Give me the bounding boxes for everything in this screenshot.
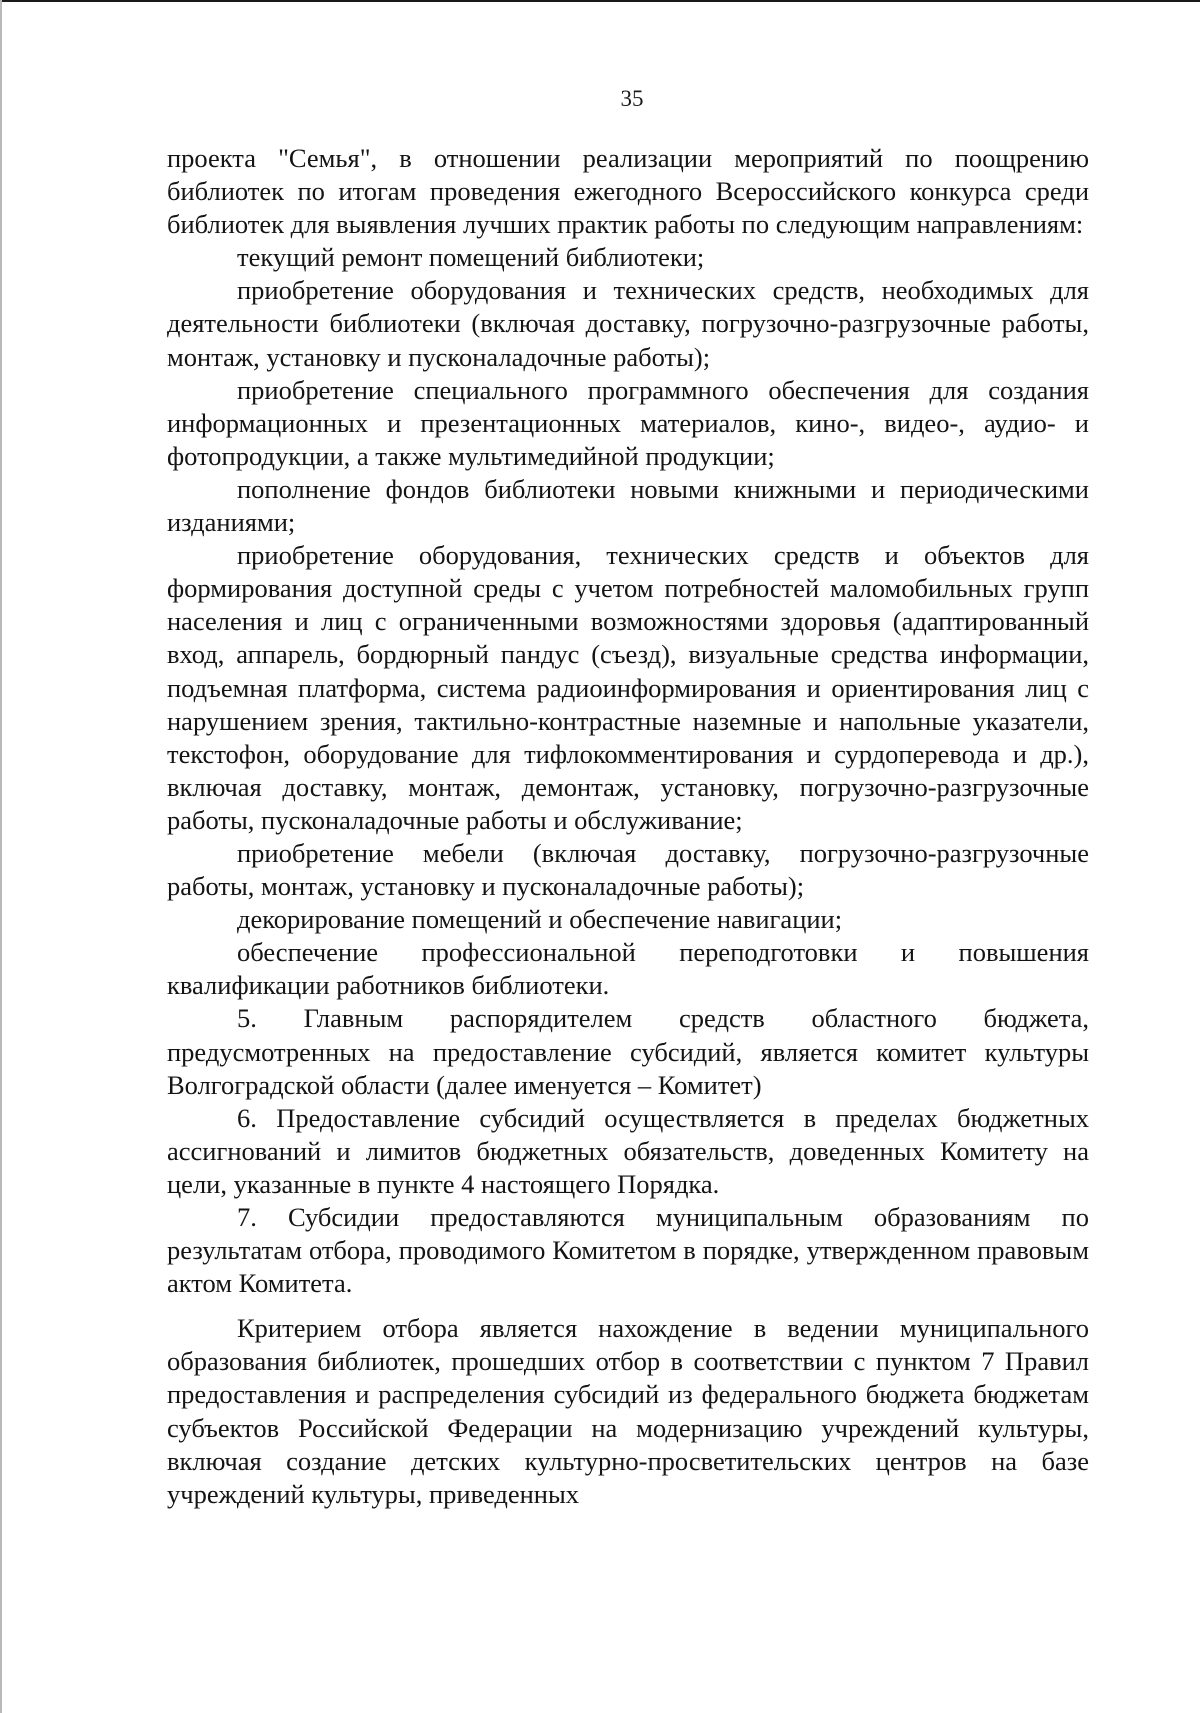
- list-item-equipment: приобретение оборудования и технических средств, необходимых для деятельности библиотеки (включая доставку, погрузочно-разгрузочные работы, монтаж, установку и пусконаладочные работы);: [167, 275, 1089, 372]
- clause-6: 6. Предоставление субсидий осуществляется в пределах бюджетных ассигнований и лимитов бюджетных обязательств, доведенных Комитету на цели, указанные в пункте 4 настоящего Порядка.: [167, 1102, 1089, 1199]
- list-item-decoration: декорирование помещений и обеспечение навигации;: [237, 904, 843, 935]
- list-item-accessibility: приобретение оборудования, технических средств и объектов для формирования доступной среды с учетом потребностей маломобильных групп населения и лиц с ограниченными возможностями здоровья (адаптированный вход, аппарель, бордюрный пандус (съезд), визуальные средства информации, подъемная платформа, система радиоинформирования и ориентирования лиц с нарушением зрения, тактильно-контрастные наземные и напольные указатели, текстофон, оборудование для тифлокомментирования и сурдоперевода и др.), включая доставку, монтаж, демонтаж, установку, погрузочно-разгрузочные работы, пусконаладочные работы и обслуживание;: [167, 540, 1089, 835]
- scan-border-top: [0, 0, 1200, 2]
- paragraph-continuation: проекта "Семья", в отношении реализации мероприятий по поощрению библиотек по итогам проведения ежегодного Всероссийского конкурса среди библиотек для выявления лучших практик работы по следующим направлениям:: [167, 143, 1089, 240]
- document-body: [167, 142, 1089, 1511]
- list-item-software: приобретение специального программного обеспечения для создания информационных и презентационных материалов, кино-, видео-, аудио- и фотопродукции, а также мультимедийной продукции;: [167, 374, 1089, 471]
- selection-criterion: Критерием отбора является нахождение в ведении муниципального образования библиотек, прошедших отбор в соответствии с пунктом 7 Правил предоставления и распределения субсидий из федерального бюджета бюджетам субъектов Российской Федерации на модернизацию учреждений культуры, включая создание детских культурно-просветительских центров на базе учреждений культуры, приведенных: [167, 1313, 1089, 1509]
- list-item-furniture: приобретение мебели (включая доставку, погрузочно-разгрузочные работы, монтаж, установку и пусконаладочные работы);: [167, 837, 1089, 902]
- clause-5: 5. Главным распорядителем средств областного бюджета, предусмотренных на предоставление субсидий, является комитет культуры Волгоградской области (далее именуется – Комитет): [167, 1003, 1089, 1100]
- list-item-repair: текущий ремонт помещений библиотеки;: [237, 242, 705, 273]
- clause-7: 7. Субсидии предоставляются муниципальным образованиям по результатам отбора, проводимого Комитетом в порядке, утвержденном правовым актом Комитета.: [167, 1202, 1089, 1299]
- page-number: 35: [620, 86, 644, 111]
- list-item-funds: пополнение фондов библиотеки новыми книжными и периодическими изданиями;: [167, 473, 1089, 538]
- scan-border-left: [0, 0, 2, 1713]
- list-item-training: обеспечение профессиональной переподготовки и повышения квалификации работников библиотеки.: [167, 937, 1089, 1001]
